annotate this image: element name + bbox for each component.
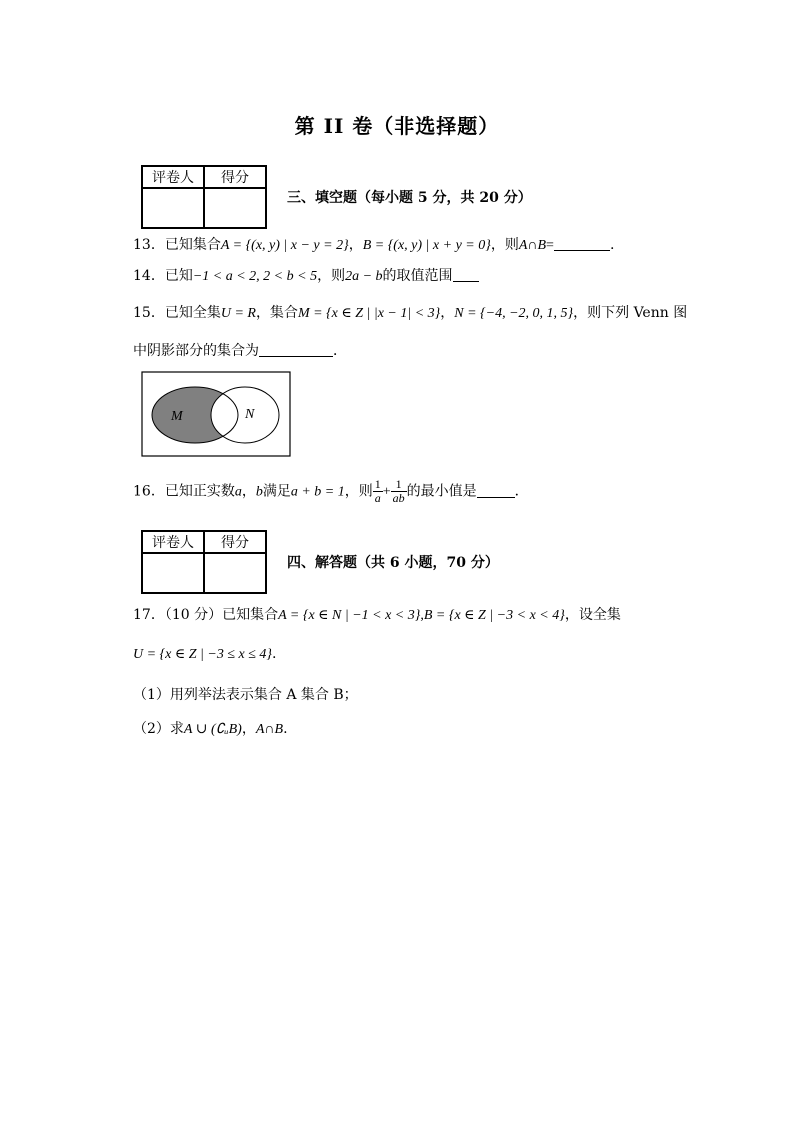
section-heading-solutions: 四、解答题（共 6 小题，70 分）: [287, 555, 499, 571]
q16-number: 16．: [133, 483, 165, 500]
q13-set-a: A = {(x, y) | x − y = 2}: [220, 238, 349, 253]
q16-frac1-num: 1: [374, 477, 381, 491]
q16-plus: +: [382, 484, 391, 500]
q14-text-2: ，则: [317, 268, 346, 284]
q17-universal-set: U = {x ∈ Z | −3 ≤ x ≤ 4}: [133, 647, 272, 662]
q17-p2-text: （2）求: [133, 721, 184, 737]
q13-end: .: [609, 237, 615, 253]
q15-answer-blank[interactable]: [259, 342, 333, 357]
section-heading-fill-in: 三、填空题（每小题 5 分，共 20 分）: [287, 190, 532, 206]
q15-sep: ，: [440, 305, 455, 321]
q16-sep: ，: [241, 483, 256, 500]
q17-sep: ,: [420, 608, 424, 623]
score-box-section3: [141, 165, 267, 229]
q16-frac1-den: a: [374, 491, 381, 505]
score-box-section4: [141, 530, 267, 594]
q15-line2-text: 中阴影部分的集合为: [133, 343, 259, 359]
q14-expr: 2a − b: [345, 269, 383, 284]
question-14: [133, 265, 479, 285]
question-17: [133, 604, 621, 624]
q13-eq: =: [546, 238, 554, 253]
q17-p2-end: .: [283, 721, 288, 737]
q16-var-a: a: [234, 484, 242, 500]
q15-text-2: ，集合: [255, 305, 298, 321]
score-box-score-cell[interactable]: [204, 188, 266, 228]
q16-text-4: 的最小值是: [406, 483, 477, 500]
q15-set-m: M = {x ∈ Z | |x − 1| < 3}: [297, 306, 441, 321]
q16-text-2: 满足: [262, 483, 291, 500]
q13-text: 已知集合: [164, 237, 221, 253]
q14-condition: −1 < a < 2, 2 < b < 5: [192, 269, 318, 284]
question-13: [133, 234, 614, 254]
question-17-part-1: （1）用列举法表示集合 A 集合 B；: [133, 687, 358, 703]
score-box-grader-header-2: 评卷人: [142, 531, 204, 553]
q13-answer-blank[interactable]: [554, 236, 610, 251]
q15-number: 15．: [133, 305, 165, 321]
q17-p2-expr: A ∪ (∁ᵤB): [183, 722, 242, 737]
q13-expr: A∩B: [518, 238, 547, 253]
q16-frac2-den: ab: [392, 491, 405, 505]
question-15: [133, 302, 687, 322]
q17-p2-sep: ，: [241, 721, 256, 737]
q15-end: ．: [333, 343, 347, 359]
page-title: 第 II 卷（非选择题）: [294, 114, 500, 138]
q14-answer-blank[interactable]: [453, 267, 479, 282]
q13-set-b: B = {(x, y) | x + y = 0}: [362, 238, 491, 253]
question-17-part-2: [133, 718, 288, 738]
q17-head: 17．（10 分）已知集合: [133, 607, 279, 623]
q16-answer-blank[interactable]: [477, 483, 515, 498]
q14-text-3: 的取值范围: [382, 268, 453, 284]
q17-p2-expr2: A∩B: [255, 722, 284, 737]
q14-number: 14．: [133, 268, 165, 284]
score-box-grader-cell[interactable]: [142, 188, 204, 228]
q16-text: 已知正实数: [164, 483, 235, 500]
score-box-grader-header: 评卷人: [142, 166, 204, 188]
q16-fraction-1: [373, 478, 383, 505]
q15-set-n: N = {−4, −2, 0, 1, 5}: [454, 306, 574, 321]
q13-number: 13．: [133, 237, 165, 253]
q16-condition: a + b = 1: [290, 484, 345, 500]
score-box-grader-cell-2[interactable]: [142, 553, 204, 593]
q17-set-a: A = {x ∈ N | −1 < x < 3}: [278, 608, 421, 623]
q15-text: 已知全集: [164, 305, 221, 321]
question-16: [133, 478, 529, 505]
q13-text-2: ，则: [490, 237, 519, 253]
venn-diagram: [141, 371, 293, 459]
q17-dot: .: [272, 646, 277, 662]
q16-frac2-num: 1: [391, 478, 407, 492]
venn-label-n: N: [245, 407, 255, 422]
question-17-line-2: [133, 646, 276, 663]
venn-label-m: M: [171, 409, 183, 424]
q15-universal-set: U = R: [220, 306, 256, 321]
q15-text-3: ，则下列 Venn 图: [573, 305, 688, 321]
score-box-score-header-2: 得分: [204, 531, 266, 553]
q16-var-b: b: [255, 484, 263, 500]
q16-end: ．: [514, 483, 529, 500]
q16-text-3: ，则: [344, 483, 373, 500]
score-box-score-cell-2[interactable]: [204, 553, 266, 593]
score-box-score-header: 得分: [204, 166, 266, 188]
q13-sep: ，: [348, 237, 363, 253]
q17-text-2: ，设全集: [564, 607, 621, 623]
q17-set-b: B = {x ∈ Z | −3 < x < 4}: [423, 608, 565, 623]
q16-fraction-2: [391, 478, 407, 505]
q14-text: 已知: [164, 268, 193, 284]
question-15-line-2: [133, 340, 347, 360]
